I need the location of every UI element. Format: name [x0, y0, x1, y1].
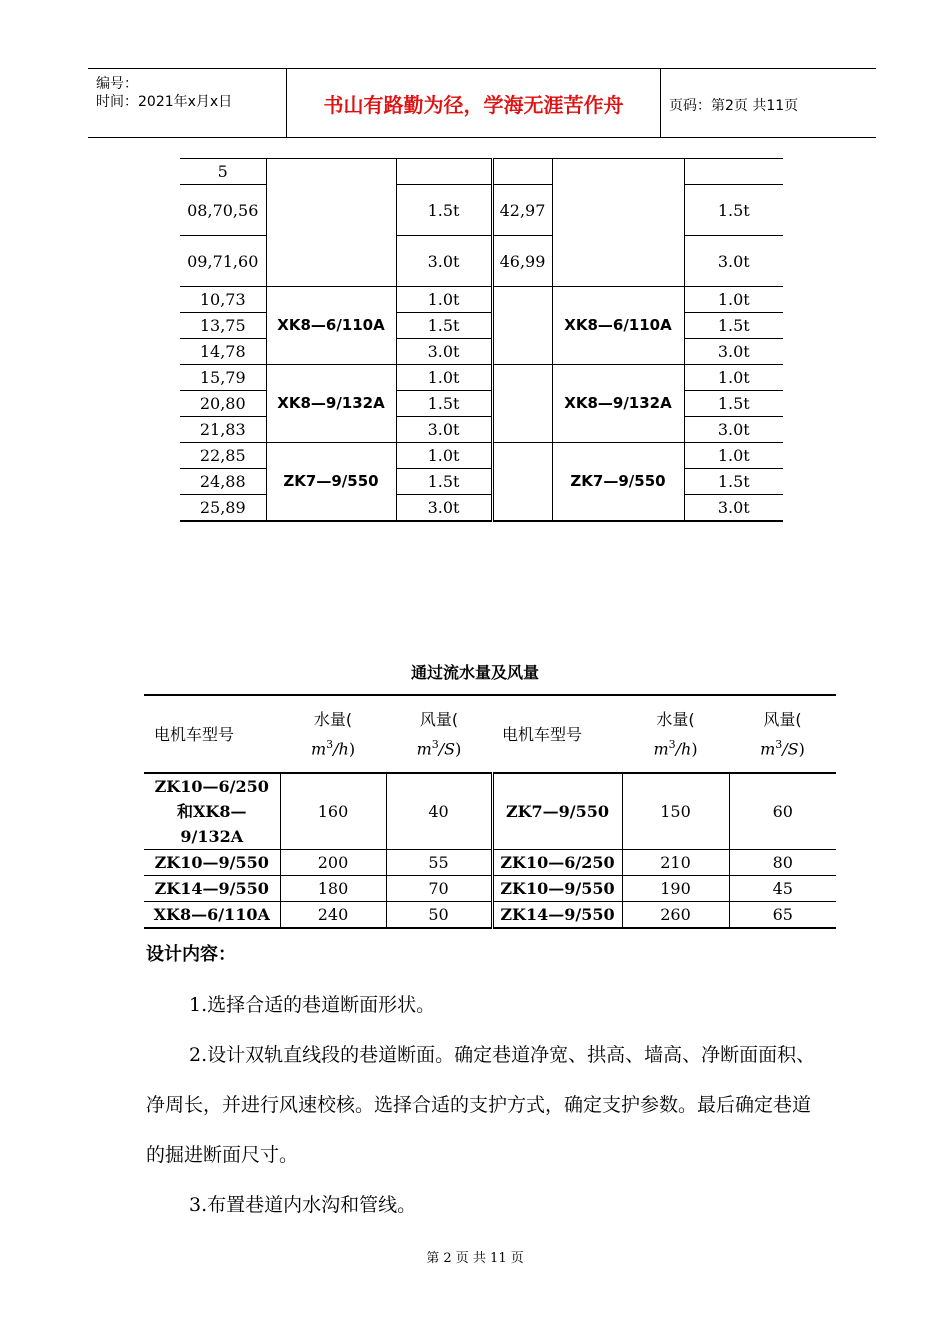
table-row: [180, 365, 783, 391]
header-meta: [88, 69, 287, 137]
table-row: [180, 287, 783, 313]
table-cell-empty: [684, 159, 783, 185]
model-cell: ZK7—9/550: [266, 443, 396, 522]
table-cell: 1.5t: [684, 313, 783, 339]
time-label: 时间：2021年x月x日: [96, 94, 233, 110]
table-header-row: [144, 695, 836, 773]
table-cell: 1.5t: [396, 391, 492, 417]
table-cell-empty: [396, 159, 492, 185]
table-cell: 20,80: [180, 391, 266, 417]
table-cell: 3.0t: [396, 417, 492, 443]
table-cell: 1.5t: [684, 185, 783, 236]
table-cell-empty: [492, 443, 552, 522]
water-cell: 160: [280, 773, 386, 850]
table-cell: 42,97: [492, 185, 552, 236]
table-cell-empty: [492, 159, 552, 185]
model-cell: ZK14—9/550: [144, 876, 280, 902]
wind-cell: 70: [386, 876, 492, 902]
vehicle-load-table: [180, 158, 783, 522]
col-header-model-2: 电机车型号: [492, 695, 622, 773]
wind-cell: 60: [729, 773, 836, 850]
table-cell: 09,71,60: [180, 236, 266, 287]
model-cell: XK8—6/110A: [266, 287, 396, 365]
water-cell: 200: [280, 850, 386, 876]
table-cell: 21,83: [180, 417, 266, 443]
table-row: [144, 850, 836, 876]
table-cell: 1.5t: [684, 391, 783, 417]
table-cell: 1.0t: [396, 287, 492, 313]
water-air-flow-table: [144, 694, 836, 929]
model-cell: XK8—9/132A: [266, 365, 396, 443]
wind-cell: 55: [386, 850, 492, 876]
table-cell: 1.0t: [396, 365, 492, 391]
table-cell: 10,73: [180, 287, 266, 313]
col-header-water: 水量( $m^3/h$): [280, 695, 386, 773]
water-cell: 240: [280, 902, 386, 929]
wind-cell: 50: [386, 902, 492, 929]
table-cell: 3.0t: [684, 417, 783, 443]
model-cell: ZK10—9/550: [144, 850, 280, 876]
table-cell: 1.0t: [684, 365, 783, 391]
table-cell: 1.0t: [684, 443, 783, 469]
table-cell: 1.5t: [684, 469, 783, 495]
model-cell: ZK10—6/250: [492, 850, 622, 876]
table-cell: 14,78: [180, 339, 266, 365]
header-page-label: 页码：第2页 共11页: [669, 98, 799, 114]
water-cell: 180: [280, 876, 386, 902]
design-item-3: 3.布置巷道内水沟和管线。: [189, 1194, 417, 1216]
table-cell: 5: [180, 159, 266, 185]
wind-cell: 65: [729, 902, 836, 929]
table-row: [180, 443, 783, 469]
table-cell: 1.5t: [396, 185, 492, 236]
col-header-wind-2: 风量( $m^3/S$): [729, 695, 836, 773]
col-header-model: 电机车型号: [144, 695, 280, 773]
water-cell: 150: [622, 773, 729, 850]
table-cell-empty: [492, 287, 552, 365]
table-cell: 15,79: [180, 365, 266, 391]
table-cell: 3.0t: [684, 339, 783, 365]
model-cell: ZK10—6/250和XK8—9/132A: [144, 773, 280, 850]
model-cell: XK8—6/110A: [552, 287, 684, 365]
model-cell: ZK10—9/550: [492, 876, 622, 902]
table-cell: 25,89: [180, 495, 266, 522]
table-row: [144, 876, 836, 902]
table-row: [144, 773, 836, 850]
page-footer: 第 2 页 共 11 页: [426, 1251, 524, 1266]
model-cell: XK8—9/132A: [552, 365, 684, 443]
table-cell: 3.0t: [684, 495, 783, 522]
header-motto: 书山有路勤为径，学海无涯苦作舟: [287, 69, 661, 137]
page-header: [88, 68, 876, 138]
design-heading: 设计内容：: [146, 944, 236, 965]
wind-cell: 80: [729, 850, 836, 876]
table-cell: 1.0t: [684, 287, 783, 313]
table-cell: 1.5t: [396, 313, 492, 339]
table-cell: 3.0t: [396, 495, 492, 522]
table-cell-empty: [552, 159, 684, 287]
table-row: [180, 159, 783, 185]
water-cell: 210: [622, 850, 729, 876]
table2-title: 通过流水量及风量: [410, 663, 539, 682]
design-item-2: 2.设计双轨直线段的巷道断面。确定巷道净宽、拱高、墙高、净断面面积、净周长，并进行风速校核。选择合适的支护方式，确定支护参数。最后确定巷道的掘进断面尺寸。: [146, 1044, 816, 1166]
model-cell: ZK7—9/550: [552, 443, 684, 522]
table-cell-empty: [266, 159, 396, 287]
table-cell: 3.0t: [396, 236, 492, 287]
table-cell: 1.0t: [396, 443, 492, 469]
table-cell: 3.0t: [396, 339, 492, 365]
table-cell: 08,70,56: [180, 185, 266, 236]
model-cell: ZK14—9/550: [492, 902, 622, 929]
model-cell: ZK7—9/550: [492, 773, 622, 850]
table-cell: 22,85: [180, 443, 266, 469]
design-item-1: 1.选择合适的巷道断面形状。: [189, 994, 436, 1016]
table-cell: 46,99: [492, 236, 552, 287]
wind-cell: 40: [386, 773, 492, 850]
col-header-water-2: 水量( $m^3/h$): [622, 695, 729, 773]
water-cell: 260: [622, 902, 729, 929]
table-row: [144, 902, 836, 929]
table-cell: 3.0t: [684, 236, 783, 287]
table-cell: 24,88: [180, 469, 266, 495]
table-cell: 13,75: [180, 313, 266, 339]
table-cell: 1.5t: [396, 469, 492, 495]
wind-cell: 45: [729, 876, 836, 902]
model-cell: XK8—6/110A: [144, 902, 280, 929]
table-cell-empty: [492, 365, 552, 443]
number-label: 编号：: [96, 76, 138, 92]
water-cell: 190: [622, 876, 729, 902]
col-header-wind: 风量( $m^3/S$): [386, 695, 492, 773]
